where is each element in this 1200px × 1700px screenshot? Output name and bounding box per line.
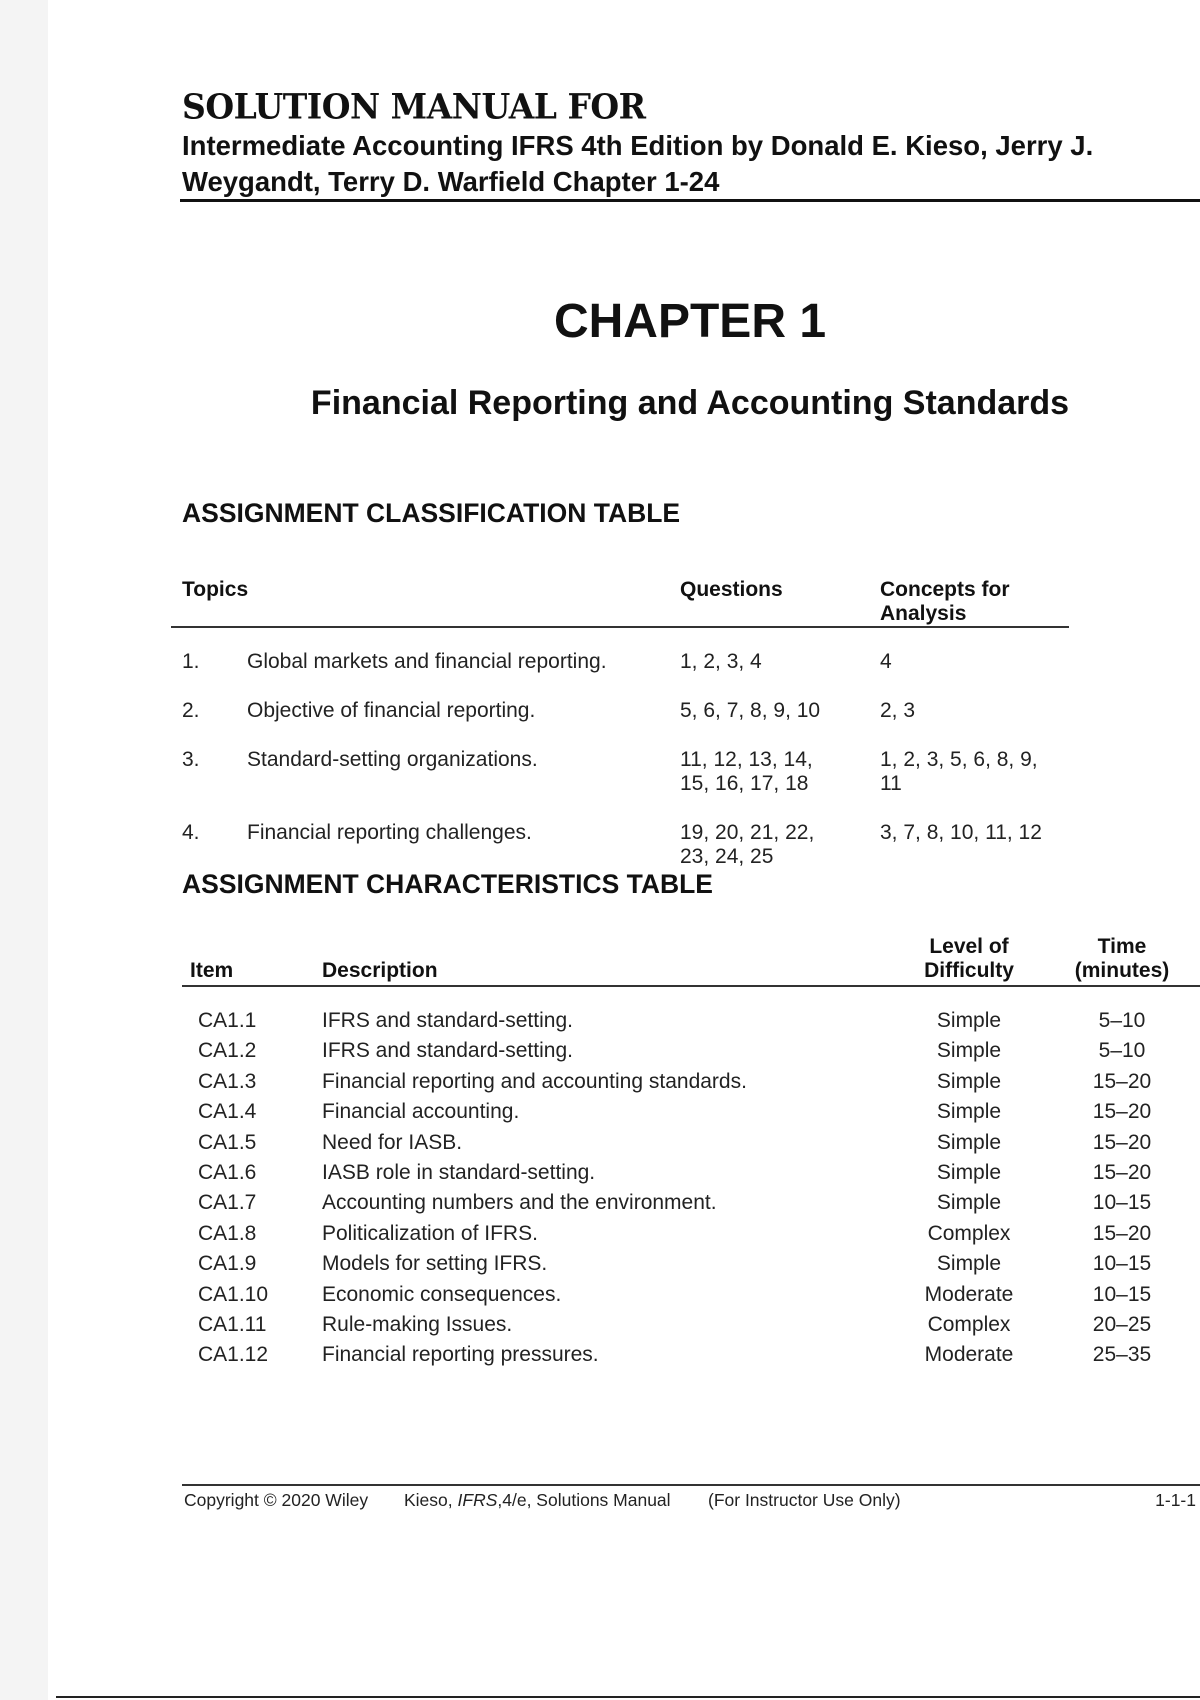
questions-line-1: 11, 12, 13, 14, xyxy=(680,748,813,771)
concepts-cell xyxy=(880,650,1080,674)
chapter-number: CHAPTER 1 xyxy=(553,295,827,348)
item-code: CA1.8 xyxy=(198,1221,257,1245)
item-description: Financial reporting and accounting standards. xyxy=(322,1069,747,1093)
characteristics-header-rule xyxy=(182,985,1200,987)
concepts-line-1: 3, 7, 8, 10, 11, 12 xyxy=(880,821,1042,844)
concepts-line-1: 2, 3 xyxy=(880,699,916,722)
time-minutes: 5–10 xyxy=(1098,1009,1146,1032)
difficulty-level: Simple xyxy=(936,1161,1002,1184)
footer-rule xyxy=(182,1484,1200,1486)
time-minutes: 15–20 xyxy=(1092,1221,1152,1245)
concepts-cell xyxy=(880,699,1080,723)
topic-text: Standard-setting organizations. xyxy=(247,748,538,771)
footer-book-author: Kieso, xyxy=(404,1490,453,1510)
book-title-line-2: Weygandt, Terry D. Warfield Chapter 1-24 xyxy=(182,166,720,197)
questions-line-1: 1, 2, 3, 4 xyxy=(680,650,762,673)
item-code: CA1.9 xyxy=(198,1252,257,1276)
item-code: CA1.6 xyxy=(198,1161,257,1184)
footer-book-reference xyxy=(404,1490,671,1511)
questions-cell xyxy=(680,821,860,869)
item-code: CA1.11 xyxy=(198,1313,267,1336)
column-header-concepts-line-1: Concepts for xyxy=(880,578,1010,601)
item-code: CA1.4 xyxy=(198,1100,257,1124)
difficulty-level: Simple xyxy=(936,1130,1002,1154)
concepts-line-1: 4 xyxy=(880,650,892,673)
footer-copyright: Copyright © 2020 Wiley xyxy=(184,1490,369,1510)
book-title-line-1: Intermediate Accounting IFRS 4th Edition by Donald E. Kieso, Jerry J. xyxy=(182,130,1094,161)
column-header-level xyxy=(905,935,1033,983)
time-minutes: 15–20 xyxy=(1092,1069,1152,1093)
item-description: Need for IASB. xyxy=(322,1130,463,1154)
bottom-page-rule xyxy=(56,1696,1200,1698)
topic-number: 1. xyxy=(182,650,200,673)
item-code: CA1.5 xyxy=(198,1130,257,1154)
time-minutes: 10–15 xyxy=(1092,1282,1152,1306)
time-minutes: 5–10 xyxy=(1098,1039,1146,1063)
footer-book-rest: ,4/e, Solutions Manual xyxy=(497,1490,671,1510)
item-description: Financial reporting pressures. xyxy=(322,1343,599,1367)
characteristics-row xyxy=(0,1070,1200,1100)
chapter-title: Financial Reporting and Accounting Standards xyxy=(310,384,1070,422)
book-title xyxy=(182,128,1200,200)
footer-book-ifrs: IFRS xyxy=(457,1490,498,1510)
difficulty-level: Simple xyxy=(936,1039,1002,1063)
item-description: IASB role in standard-setting. xyxy=(322,1161,596,1184)
topic-text: Objective of financial reporting. xyxy=(247,699,536,722)
characteristics-row xyxy=(0,1009,1200,1039)
concepts-line-2: 11 xyxy=(880,772,902,795)
footer-page-number: 1-1-1 xyxy=(1155,1490,1196,1510)
characteristics-row xyxy=(0,1313,1200,1343)
concepts-line-1: 1, 2, 3, 5, 6, 8, 9, xyxy=(880,748,1038,771)
item-code: CA1.10 xyxy=(198,1282,269,1306)
column-header-level-line-2: Difficulty xyxy=(924,959,1014,982)
item-code: CA1.2 xyxy=(198,1039,257,1063)
column-header-questions: Questions xyxy=(680,578,783,601)
column-header-time-line-2: (minutes) xyxy=(1074,959,1170,982)
item-code: CA1.3 xyxy=(198,1069,257,1093)
difficulty-level: Moderate xyxy=(924,1282,1014,1306)
document-page xyxy=(48,0,1200,1700)
time-minutes: 20–25 xyxy=(1092,1313,1152,1336)
questions-line-1: 5, 6, 7, 8, 9, 10 xyxy=(680,699,821,722)
characteristics-row xyxy=(0,1161,1200,1191)
time-minutes: 10–15 xyxy=(1092,1252,1152,1276)
concepts-cell xyxy=(880,821,1080,845)
characteristics-row xyxy=(0,1039,1200,1069)
item-description: Economic consequences. xyxy=(322,1282,562,1306)
questions-line-2: 23, 24, 25 xyxy=(680,845,774,868)
difficulty-level: Moderate xyxy=(924,1343,1014,1367)
concepts-cell xyxy=(880,748,1080,796)
questions-cell xyxy=(680,650,860,674)
difficulty-level: Simple xyxy=(936,1009,1002,1032)
column-header-item: Item xyxy=(190,959,234,982)
questions-line-1: 19, 20, 21, 22, xyxy=(680,821,815,844)
column-header-description: Description xyxy=(322,959,438,982)
difficulty-level: Simple xyxy=(936,1069,1002,1093)
difficulty-level: Simple xyxy=(936,1191,1002,1215)
item-description: Accounting numbers and the environment. xyxy=(322,1191,717,1215)
column-header-topics: Topics xyxy=(182,578,249,601)
difficulty-level: Simple xyxy=(936,1252,1002,1276)
time-minutes: 10–15 xyxy=(1092,1191,1152,1215)
item-description: IFRS and standard-setting. xyxy=(322,1039,573,1063)
questions-cell xyxy=(680,699,860,723)
column-header-time xyxy=(1062,935,1182,983)
topic-text: Global markets and financial reporting. xyxy=(247,650,607,673)
time-minutes: 15–20 xyxy=(1092,1100,1152,1124)
classification-header-rule xyxy=(171,626,1069,628)
item-code: CA1.7 xyxy=(198,1191,257,1215)
title-divider xyxy=(180,199,1200,202)
item-code: CA1.12 xyxy=(198,1343,269,1367)
topic-text: Financial reporting challenges. xyxy=(247,821,532,844)
characteristics-row xyxy=(0,1100,1200,1130)
item-description: Models for setting IFRS. xyxy=(322,1252,548,1276)
topic-number: 2. xyxy=(182,699,200,722)
column-header-concepts-line-2: Analysis xyxy=(880,602,967,625)
item-code: CA1.1 xyxy=(198,1009,257,1032)
difficulty-level: Simple xyxy=(936,1100,1002,1124)
characteristics-table-heading: ASSIGNMENT CHARACTERISTICS TABLE xyxy=(182,869,713,899)
item-description: Politicalization of IFRS. xyxy=(322,1221,538,1245)
characteristics-row xyxy=(0,1283,1200,1313)
time-minutes: 15–20 xyxy=(1092,1161,1152,1184)
item-description: Financial accounting. xyxy=(322,1100,520,1124)
topic-number: 4. xyxy=(182,821,200,844)
characteristics-row xyxy=(0,1191,1200,1221)
item-description: IFRS and standard-setting. xyxy=(322,1009,573,1032)
column-header-level-line-1: Level of xyxy=(929,935,1009,958)
questions-cell xyxy=(680,748,860,796)
classification-table-heading: ASSIGNMENT CLASSIFICATION TABLE xyxy=(182,498,681,528)
column-header-time-line-1: Time xyxy=(1097,935,1147,958)
characteristics-row xyxy=(0,1222,1200,1252)
characteristics-row xyxy=(0,1343,1200,1373)
difficulty-level: Complex xyxy=(927,1313,1011,1336)
characteristics-row xyxy=(0,1252,1200,1282)
item-description: Rule-making Issues. xyxy=(322,1313,513,1336)
characteristics-row xyxy=(0,1131,1200,1161)
column-header-concepts xyxy=(880,578,1010,626)
questions-line-2: 15, 16, 17, 18 xyxy=(680,772,809,795)
time-minutes: 25–35 xyxy=(1092,1343,1152,1367)
topic-number: 3. xyxy=(182,748,200,771)
manual-title: SOLUTION MANUAL FOR xyxy=(182,86,646,127)
difficulty-level: Complex xyxy=(927,1221,1011,1245)
time-minutes: 15–20 xyxy=(1092,1130,1152,1154)
footer-instructor-note: (For Instructor Use Only) xyxy=(708,1490,901,1510)
